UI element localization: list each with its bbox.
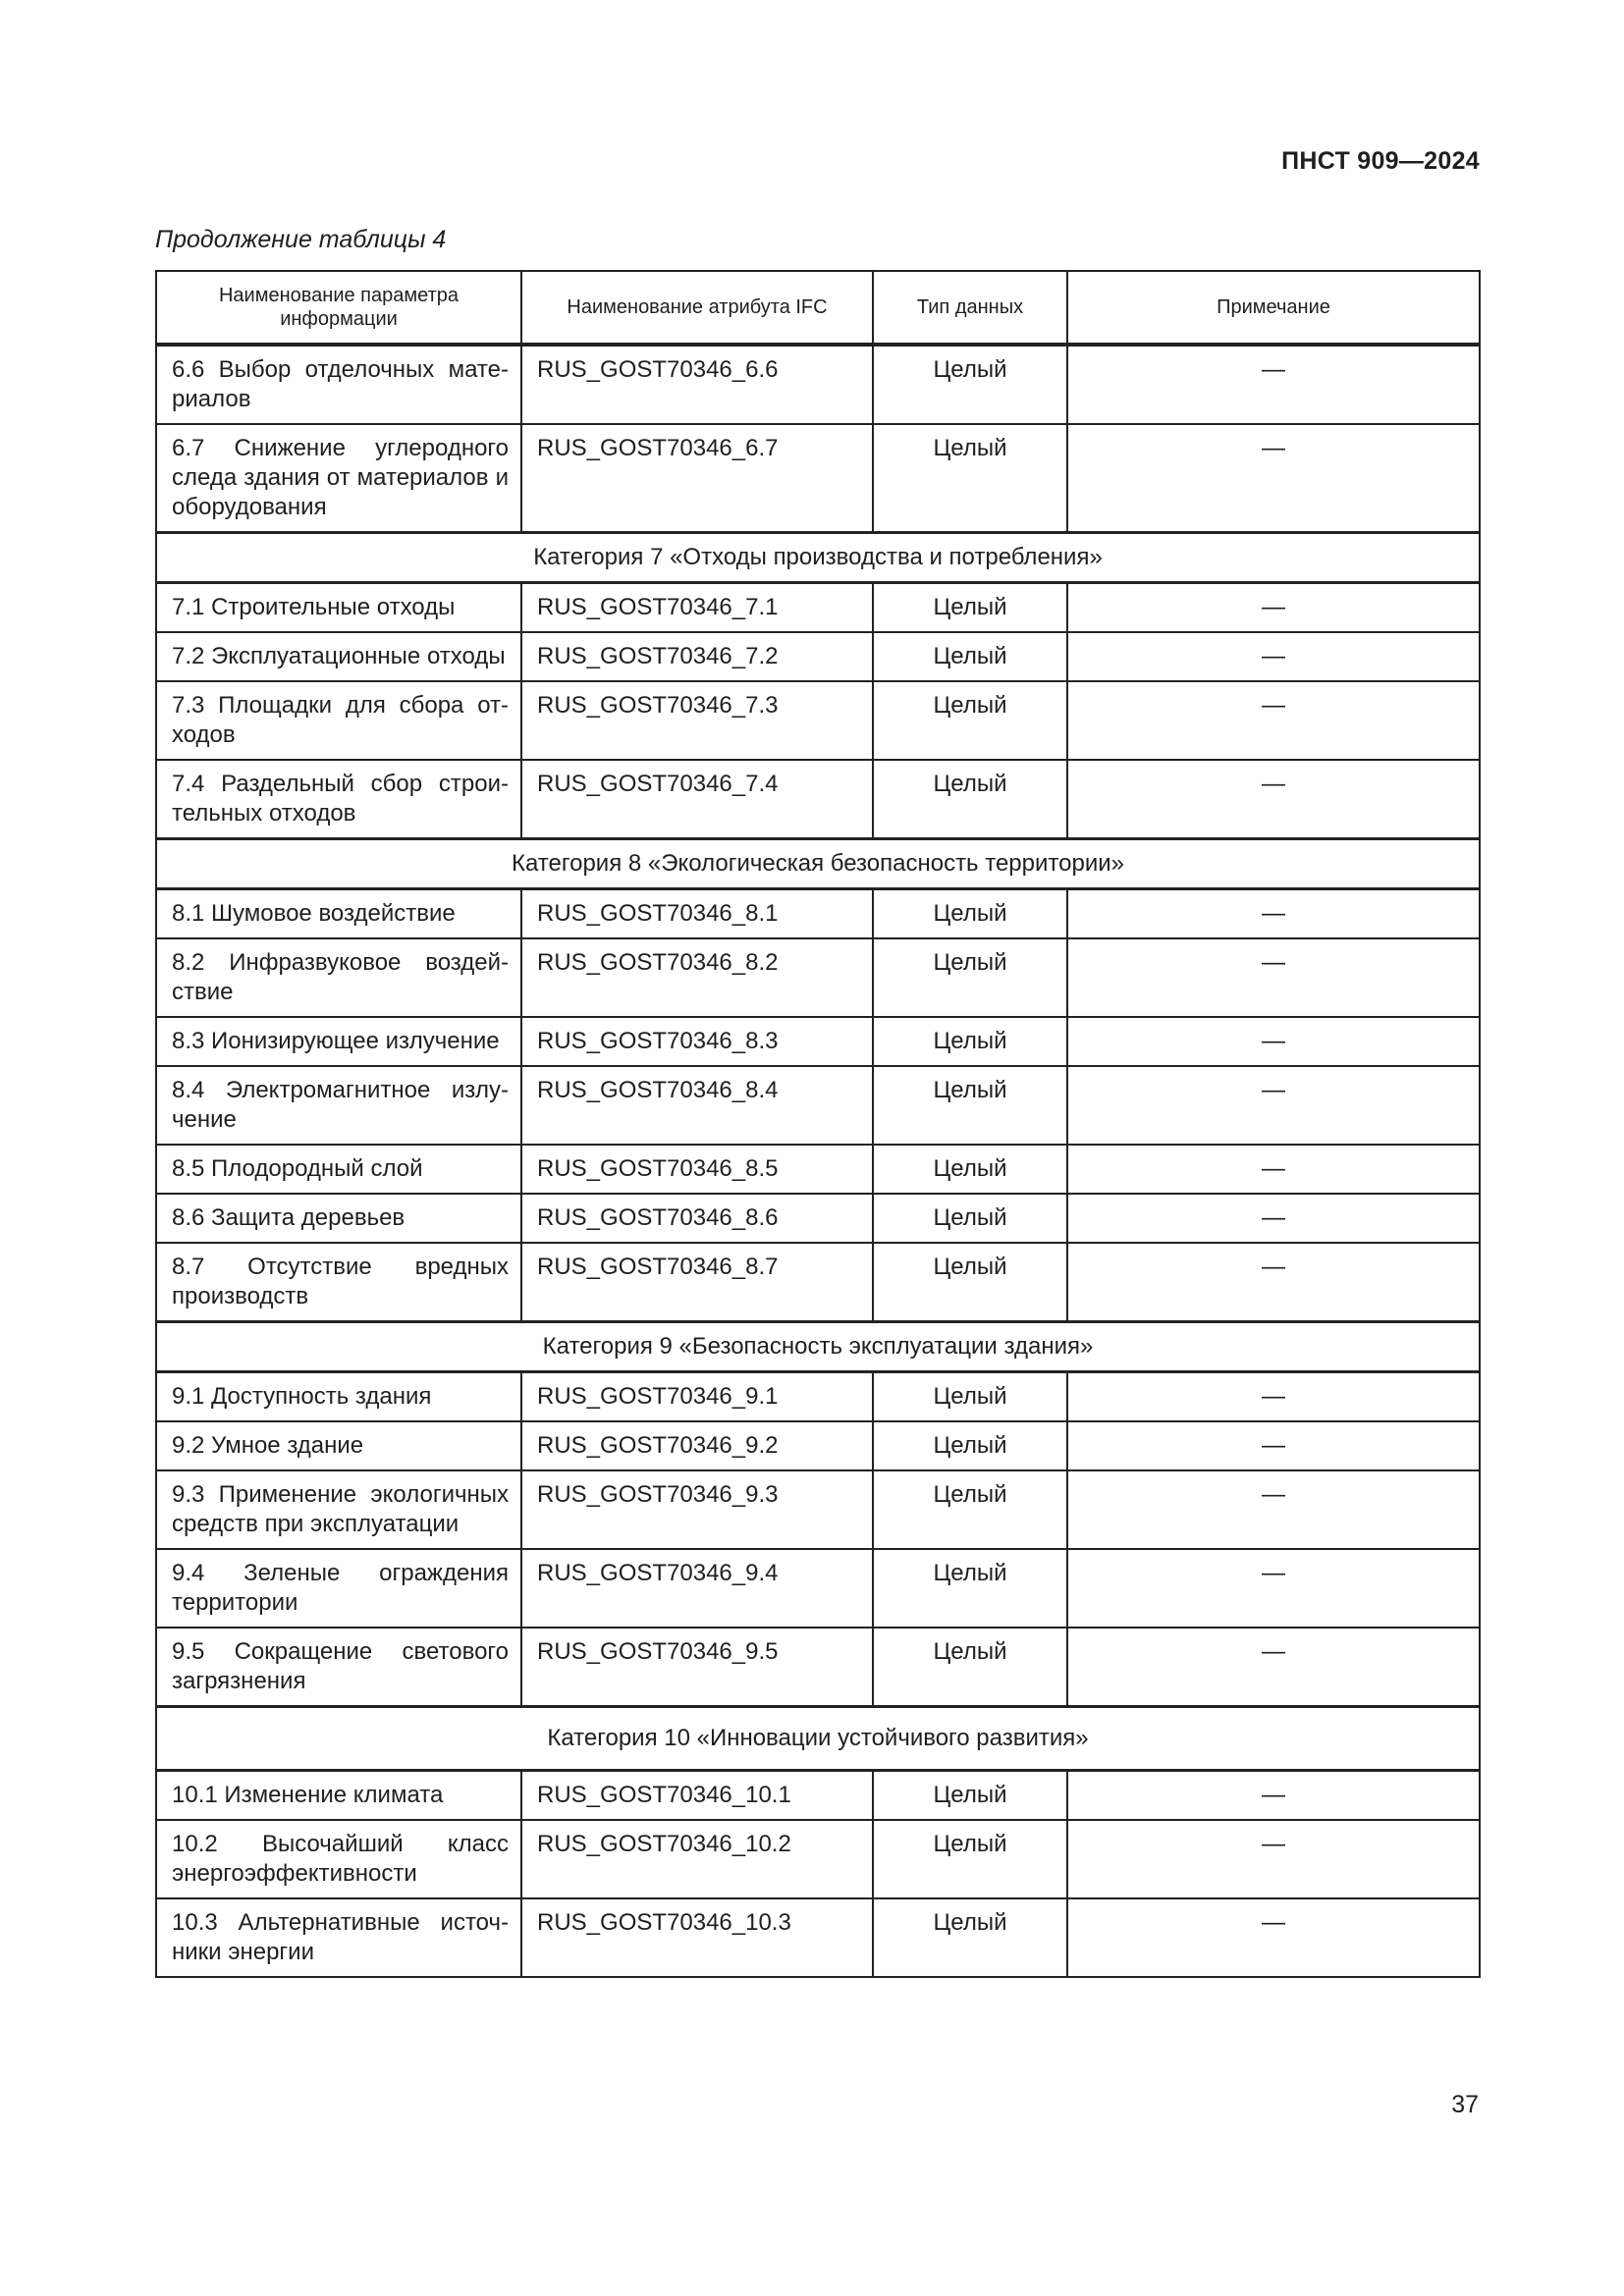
parameter-name-cell: 7.2 Эксплуатационные отходы — [156, 632, 521, 681]
ifc-attribute-cell: RUS_GOST70346_9.3 — [521, 1470, 873, 1549]
parameter-name-cell: 10.3 Альтернативные источники энергии — [156, 1898, 521, 1977]
ifc-attribute-cell: RUS_GOST70346_9.5 — [521, 1628, 873, 1707]
table-row — [156, 1066, 1480, 1145]
data-type-cell: Целый — [873, 681, 1067, 760]
table-row — [156, 1549, 1480, 1628]
table-row — [156, 1243, 1480, 1322]
category-row — [156, 839, 1480, 889]
ifc-attribute-cell: RUS_GOST70346_8.3 — [521, 1017, 873, 1066]
table-row — [156, 1628, 1480, 1707]
data-type-cell: Целый — [873, 632, 1067, 681]
ifc-attribute-cell: RUS_GOST70346_6.6 — [521, 345, 873, 424]
table-header-row — [156, 271, 1480, 345]
table-row — [156, 681, 1480, 760]
data-type-cell: Целый — [873, 889, 1067, 939]
table-row — [156, 1771, 1480, 1821]
category-title: Категория 8 «Экологическая безопасность территории» — [156, 839, 1480, 889]
parameter-name-cell: 7.3 Площадки для сбора отходов — [156, 681, 521, 760]
ifc-attribute-cell: RUS_GOST70346_8.7 — [521, 1243, 873, 1322]
column-header-attribute: Наименование атрибута IFC — [521, 271, 873, 345]
ifc-attribute-cell: RUS_GOST70346_7.1 — [521, 583, 873, 633]
note-cell: — — [1067, 1470, 1480, 1549]
data-type-cell: Целый — [873, 1017, 1067, 1066]
parameter-name-cell: 9.2 Умное здание — [156, 1421, 521, 1470]
note-cell: — — [1067, 1372, 1480, 1422]
ifc-attribute-cell: RUS_GOST70346_8.6 — [521, 1194, 873, 1243]
category-row — [156, 533, 1480, 583]
ifc-attribute-cell: RUS_GOST70346_8.1 — [521, 889, 873, 939]
parameter-name-cell: 9.1 Доступность здания — [156, 1372, 521, 1422]
note-cell: — — [1067, 1194, 1480, 1243]
note-cell: — — [1067, 1771, 1480, 1821]
table-row — [156, 1820, 1480, 1898]
note-cell: — — [1067, 1820, 1480, 1898]
table-row — [156, 760, 1480, 839]
note-cell: — — [1067, 1898, 1480, 1977]
data-type-cell: Целый — [873, 938, 1067, 1017]
table-row — [156, 1145, 1480, 1194]
table-row — [156, 424, 1480, 533]
table-caption: Продолжение таблицы 4 — [155, 226, 447, 253]
note-cell: — — [1067, 345, 1480, 424]
ifc-attribute-cell: RUS_GOST70346_7.2 — [521, 632, 873, 681]
data-type-cell: Целый — [873, 760, 1067, 839]
parameter-name-cell: 7.4 Раздельный сбор строительных отходов — [156, 760, 521, 839]
ifc-attribute-cell: RUS_GOST70346_10.1 — [521, 1771, 873, 1821]
parameter-name-cell: 8.2 Инфразвуковое воздействие — [156, 938, 521, 1017]
note-cell: — — [1067, 1243, 1480, 1322]
note-cell: — — [1067, 632, 1480, 681]
parameter-name-cell: 6.7 Снижение углеродного следа здания от материалов и оборудования — [156, 424, 521, 533]
data-type-cell: Целый — [873, 1470, 1067, 1549]
note-cell: — — [1067, 760, 1480, 839]
document-code: ПНСТ 909—2024 — [1281, 147, 1480, 175]
table-row — [156, 632, 1480, 681]
data-type-cell: Целый — [873, 1243, 1067, 1322]
note-cell: — — [1067, 1145, 1480, 1194]
table-row — [156, 889, 1480, 939]
parameter-name-cell: 7.1 Строительные отходы — [156, 583, 521, 633]
note-cell: — — [1067, 1549, 1480, 1628]
table-row — [156, 345, 1480, 424]
parameter-name-cell: 10.2 Высочайший класс энергоэффективности — [156, 1820, 521, 1898]
parameter-name-cell: 9.5 Сокращение светового загрязнения — [156, 1628, 521, 1707]
parameter-name-cell: 8.4 Электромагнитное излучение — [156, 1066, 521, 1145]
data-type-cell: Целый — [873, 1372, 1067, 1422]
ifc-attribute-cell: RUS_GOST70346_7.4 — [521, 760, 873, 839]
parameter-name-cell: 8.5 Плодородный слой — [156, 1145, 521, 1194]
category-title: Категория 10 «Инновации устойчивого развития» — [156, 1707, 1480, 1771]
parameter-name-cell: 9.3 Применение экологичных средств при эксплуатации — [156, 1470, 521, 1549]
note-cell: — — [1067, 424, 1480, 533]
data-type-cell: Целый — [873, 1549, 1067, 1628]
parameter-name-cell: 10.1 Изменение климата — [156, 1771, 521, 1821]
note-cell: — — [1067, 1066, 1480, 1145]
ifc-attribute-cell: RUS_GOST70346_6.7 — [521, 424, 873, 533]
data-type-cell: Целый — [873, 1771, 1067, 1821]
data-type-cell: Целый — [873, 1066, 1067, 1145]
data-type-cell: Целый — [873, 1194, 1067, 1243]
note-cell: — — [1067, 1017, 1480, 1066]
ifc-attribute-cell: RUS_GOST70346_8.4 — [521, 1066, 873, 1145]
note-cell: — — [1067, 889, 1480, 939]
ifc-attribute-cell: RUS_GOST70346_9.4 — [521, 1549, 873, 1628]
column-header-name: Наименование параметра информации — [156, 271, 521, 345]
note-cell: — — [1067, 938, 1480, 1017]
column-header-type: Тип данных — [873, 271, 1067, 345]
table-row — [156, 583, 1480, 633]
data-type-cell: Целый — [873, 1898, 1067, 1977]
table-row — [156, 1194, 1480, 1243]
table-row — [156, 1017, 1480, 1066]
parameter-name-cell: 8.1 Шумовое воздействие — [156, 889, 521, 939]
category-title: Категория 7 «Отходы производства и потребления» — [156, 533, 1480, 583]
parameter-name-cell: 6.6 Выбор отделочных материалов — [156, 345, 521, 424]
ifc-attribute-cell: RUS_GOST70346_9.2 — [521, 1421, 873, 1470]
parameter-name-cell: 8.6 Защита деревьев — [156, 1194, 521, 1243]
parameter-name-cell: 8.7 Отсутствие вредных производств — [156, 1243, 521, 1322]
category-title: Категория 9 «Безопасность эксплуатации здания» — [156, 1322, 1480, 1372]
category-row — [156, 1322, 1480, 1372]
data-type-cell: Целый — [873, 1628, 1067, 1707]
note-cell: — — [1067, 681, 1480, 760]
note-cell: — — [1067, 583, 1480, 633]
note-cell: — — [1067, 1628, 1480, 1707]
parameter-name-cell: 8.3 Ионизирующее излучение — [156, 1017, 521, 1066]
table-row — [156, 938, 1480, 1017]
ifc-attribute-cell: RUS_GOST70346_10.3 — [521, 1898, 873, 1977]
data-type-cell: Целый — [873, 1421, 1067, 1470]
table-row — [156, 1898, 1480, 1977]
ifc-attribute-cell: RUS_GOST70346_8.2 — [521, 938, 873, 1017]
note-cell: — — [1067, 1421, 1480, 1470]
ifc-attribute-cell: RUS_GOST70346_7.3 — [521, 681, 873, 760]
page-number: 37 — [1451, 2091, 1479, 2118]
category-row — [156, 1707, 1480, 1771]
ifc-attribute-cell: RUS_GOST70346_8.5 — [521, 1145, 873, 1194]
data-type-cell: Целый — [873, 1820, 1067, 1898]
table-row — [156, 1372, 1480, 1422]
table-row — [156, 1421, 1480, 1470]
parameters-table — [155, 270, 1481, 1978]
ifc-attribute-cell: RUS_GOST70346_9.1 — [521, 1372, 873, 1422]
data-type-cell: Целый — [873, 345, 1067, 424]
data-type-cell: Целый — [873, 424, 1067, 533]
column-header-note: Примечание — [1067, 271, 1480, 345]
parameter-name-cell: 9.4 Зеленые ограждения территории — [156, 1549, 521, 1628]
table-row — [156, 1470, 1480, 1549]
data-type-cell: Целый — [873, 1145, 1067, 1194]
data-type-cell: Целый — [873, 583, 1067, 633]
table-body — [156, 345, 1480, 1977]
ifc-attribute-cell: RUS_GOST70346_10.2 — [521, 1820, 873, 1898]
